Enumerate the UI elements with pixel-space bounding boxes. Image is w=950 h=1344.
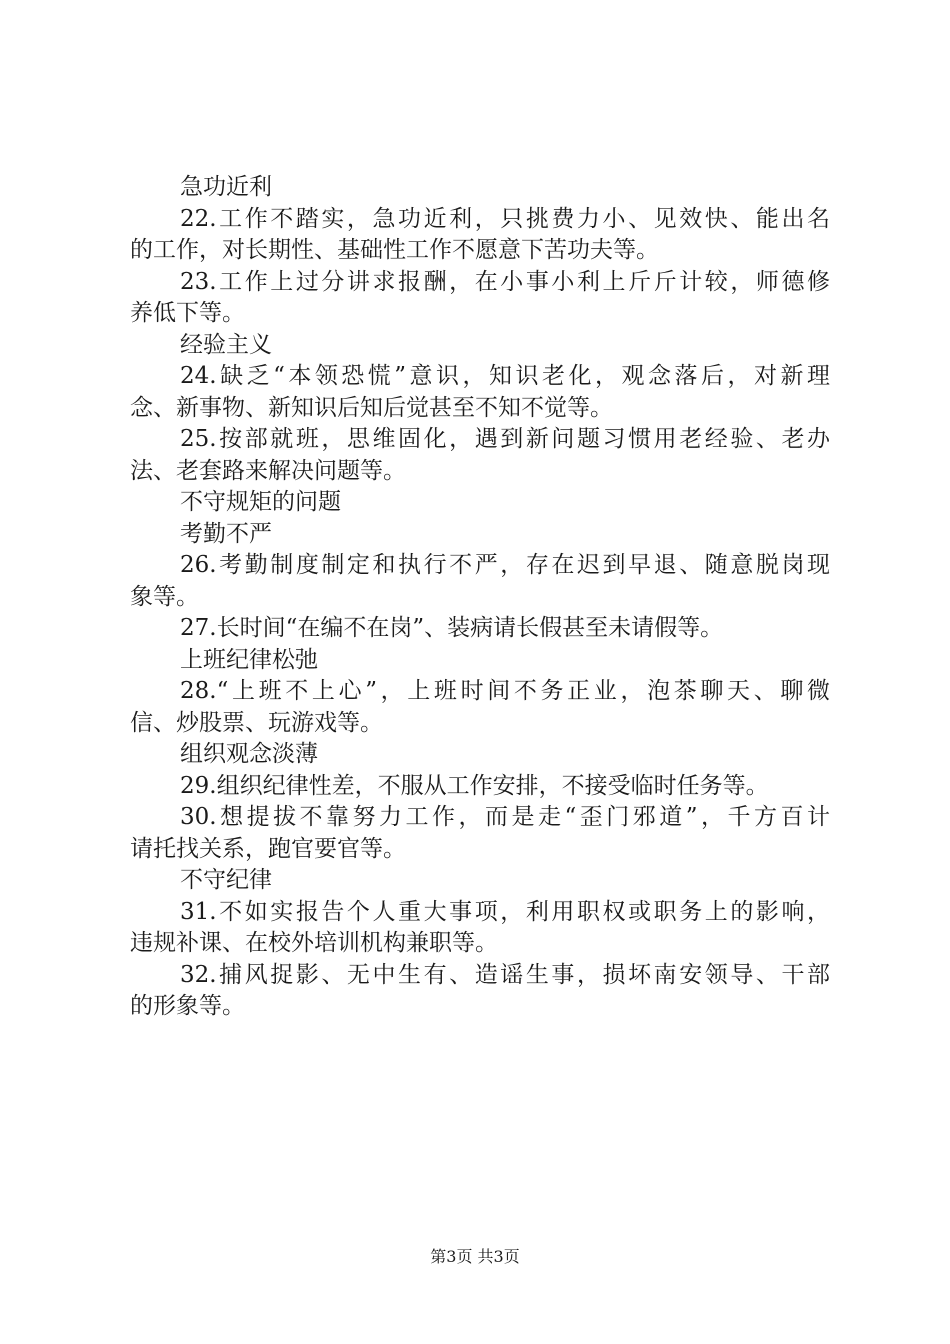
text-line: 22.工作不踏实，急功近利，只挑费力小、见效快、能出名 bbox=[180, 205, 830, 232]
document-body bbox=[130, 172, 830, 1023]
text-line: 信、炒股票、玩游戏等。 bbox=[130, 709, 383, 736]
text-line: 不守纪律 bbox=[180, 867, 272, 893]
text-line: 念、新事物、新知识后知后觉甚至不知不觉等。 bbox=[130, 394, 613, 421]
text-line: 30.想提拔不靠努力工作，而是走“歪门邪道”，千方百计 bbox=[180, 804, 830, 830]
text-line: 违规补课、在校外培训机构兼职等。 bbox=[130, 930, 498, 956]
text-line: 请托找关系，跑官要官等。 bbox=[130, 835, 406, 862]
page-footer: 第3页 共3页 bbox=[430, 1247, 520, 1266]
text-line: 26.考勤制度制定和执行不严，存在迟到早退、随意脱岗现 bbox=[180, 552, 830, 578]
text-line: 28.“上班不上心”，上班时间不务正业，泡茶聊天、聊微 bbox=[180, 678, 830, 704]
text-line: 31.不如实报告个人重大事项，利用职权或职务上的影响， bbox=[180, 898, 830, 925]
text-line: 养低下等。 bbox=[130, 300, 245, 326]
text-line: 上班纪律松弛 bbox=[180, 646, 318, 673]
text-line: 27.长时间“在编不在岗”、装病请长假甚至未请假等。 bbox=[180, 615, 724, 641]
text-line: 32.捕风捉影、无中生有、造谣生事，损坏南安领导、干部 bbox=[180, 961, 830, 988]
text-line: 的工作，对长期性、基础性工作不愿意下苦功夫等。 bbox=[130, 237, 659, 263]
text-line: 象等。 bbox=[130, 583, 199, 610]
text-line: 考勤不严 bbox=[180, 520, 272, 547]
text-line: 24.缺乏“本领恐慌”意识，知识老化，观念落后，对新理 bbox=[180, 363, 830, 389]
text-line: 不守规矩的问题 bbox=[180, 489, 341, 515]
text-line: 25.按部就班，思维固化，遇到新问题习惯用老经验、老办 bbox=[180, 426, 830, 452]
text-line: 组织观念淡薄 bbox=[180, 741, 318, 767]
text-line: 经验主义 bbox=[180, 331, 272, 358]
text-line: 的形象等。 bbox=[130, 993, 245, 1019]
text-line: 23.工作上过分讲求报酬，在小事小利上斤斤计较，师德修 bbox=[180, 268, 830, 295]
text-line: 法、老套路来解决问题等。 bbox=[130, 457, 406, 484]
text-line: 29.组织纪律性差，不服从工作安排，不接受临时任务等。 bbox=[180, 772, 769, 799]
text-line: 急功近利 bbox=[180, 174, 272, 200]
